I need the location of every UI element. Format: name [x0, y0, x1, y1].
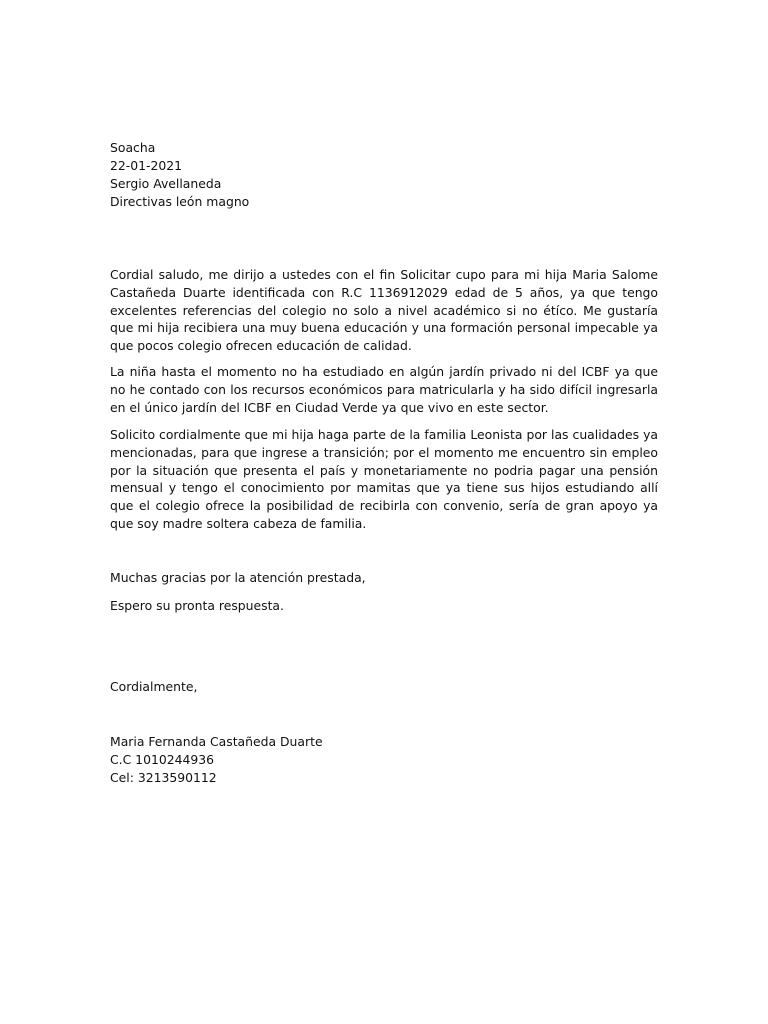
recipient-name: Sergio Avellaneda: [110, 176, 222, 191]
body-paragraph-3: [110, 426, 658, 533]
city: Soacha: [110, 140, 156, 155]
sign-off: [110, 678, 658, 696]
date: 22-01-2021: [110, 158, 183, 173]
signer-name: Maria Fernanda Castañeda Duarte: [110, 734, 323, 749]
thanks-text: Muchas gracias por la atención prestada,: [110, 570, 366, 585]
paragraph-text: Cordial saludo, me dirijo a ustedes con el fin Solicitar cupo para mi hija Maria Salome Castañeda Duarte identificada con R.C 1136912029 edad de 5 años, ya que tengo excelentes referencias del colegio no solo a nivel académico si no étíco. Me gustaría que mi hija recibiera una muy buena educación y una formación personal impecable ya que pocos colegio ofrecen educación de calidad.: [110, 267, 658, 354]
awaiting-text: Espero su pronta respuesta.: [110, 598, 284, 613]
recipient-org: Directivas león magno: [110, 194, 250, 209]
closing-awaiting: [110, 597, 658, 615]
paragraph-text: La niña hasta el momento no ha estudiado en algún jardín privado ni del ICBF ya que no he contado con los recursos económicos para matricularla y ha sido difícil ingresarla en el único jardín del ICBF en Ciudad Verde ya que vivo en este sector.: [110, 364, 658, 415]
body-paragraph-1: [110, 266, 658, 355]
sign-off-text: Cordialmente,: [110, 679, 198, 694]
closing-thanks: [110, 569, 658, 587]
signer-id: C.C 1010244936: [110, 752, 215, 767]
paragraph-text: Solicito cordialmente que mi hija haga parte de la familia Leonista por las cualidades ya mencionadas, para que ingrese a transición; por el momento me encuentro sin empleo por la situación que presenta el país y monetariamente no podria pagar una pensión mensual y tengo el conocimiento por mamitas que ya tiene sus hijos estudiando allí que el colegio ofrece la posibilidad de recibirla con convenio, sería de gran apoyo ya que soy madre soltera cabeza de familia.: [110, 427, 658, 531]
body-paragraph-2: [110, 363, 658, 416]
signature-block: [110, 733, 658, 787]
signer-phone: Cel: 3213590112: [110, 770, 217, 785]
letter-header: [110, 139, 658, 211]
